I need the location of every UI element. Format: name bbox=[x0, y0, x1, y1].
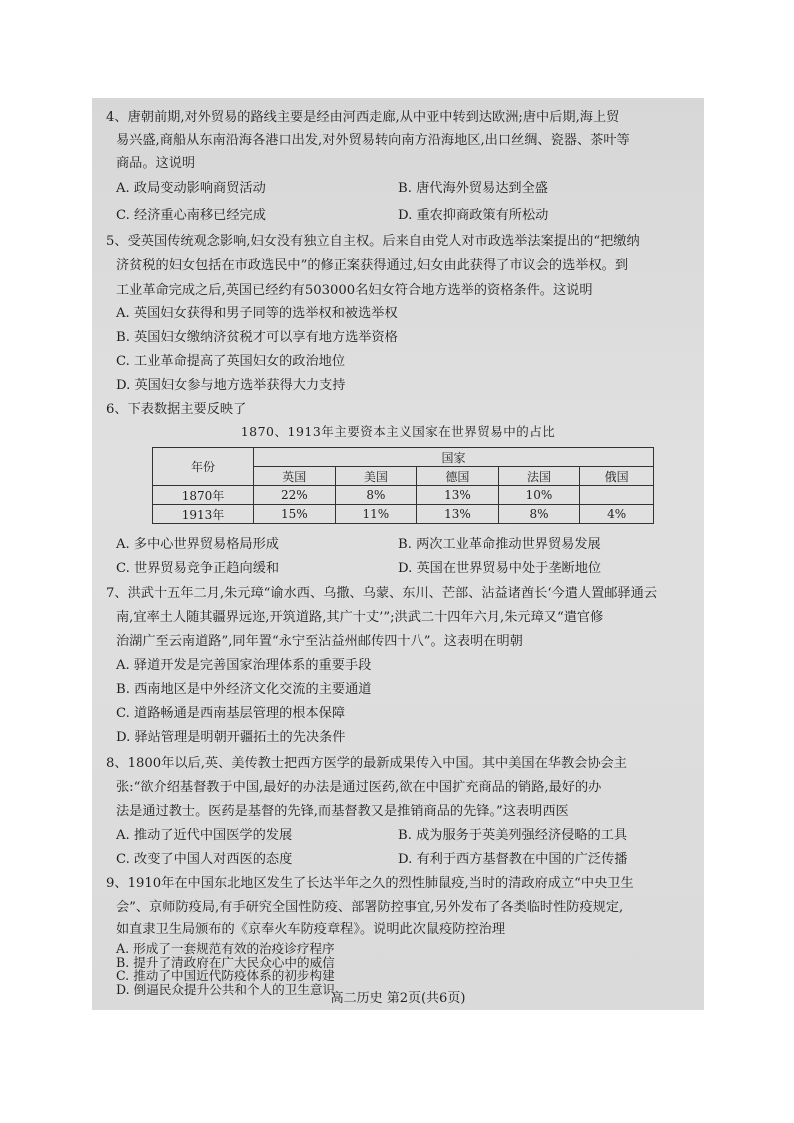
value-cell bbox=[580, 486, 654, 505]
q7-stem-line1: 7、洪武十五年二月,朱元璋“谕水西、乌撒、乌蒙、东川、芒部、沾益诸酋长‘今遣人置邮驿通云 bbox=[106, 586, 658, 601]
q8-stem-line3: 法是通过教士。医药是基督的先锋,而基督教又是推销商品的先锋。”这表明西医 bbox=[116, 804, 569, 819]
q6-option-d: D. 英国在世界贸易中处于垄断地位 bbox=[398, 561, 602, 576]
table-row bbox=[153, 505, 654, 524]
value-cell: 4% bbox=[580, 505, 654, 524]
q6-option-b: B. 两次工业革命推动世界贸易发展 bbox=[398, 537, 601, 552]
q9-stem-line3: 如直隶卫生局颁布的《京奉火车防疫章程》。说明此次鼠疫防控治理 bbox=[116, 922, 506, 937]
q9-option-a: A. 形成了一套规范有效的治疫诊疗程序 bbox=[116, 941, 335, 956]
q4-option-b: B. 唐代海外贸易达到全盛 bbox=[398, 181, 548, 196]
q8-option-c: C. 改变了中国人对西医的态度 bbox=[116, 852, 293, 867]
q7-option-a: A. 驿道开发是完善国家治理体系的重要手段 bbox=[116, 658, 372, 673]
q9-stem-line1: 9、1910年在中国东北地区发生了长达半年之久的烈性肺鼠疫,当时的清政府成立“中央卫生 bbox=[106, 876, 634, 891]
q8-stem-line2: 张:“欲介绍基督教于中国,最好的办法是通过医药,欲在中国扩充商品的销路,最好的办 bbox=[116, 780, 602, 795]
q4-option-c: C. 经济重心南移已经完成 bbox=[116, 208, 266, 223]
q7-option-d: D. 驿站管理是明朝开疆拓土的先决条件 bbox=[116, 730, 346, 745]
q7-option-c: C. 道路畅通是西南基层管理的根本保障 bbox=[116, 706, 346, 721]
country-header: 英国 bbox=[254, 467, 336, 486]
value-cell: 8% bbox=[498, 505, 580, 524]
q4-option-a: A. 政局变动影响商贸活动 bbox=[116, 181, 266, 196]
q8-option-b: B. 成为服务于英美列强经济侵略的工具 bbox=[398, 828, 628, 843]
q4-stem-line3: 商品。这说明 bbox=[116, 156, 196, 171]
q5-option-b: B. 英国妇女缴纳济贫税才可以享有地方选举资格 bbox=[116, 330, 398, 345]
value-cell: 10% bbox=[498, 486, 580, 505]
trade-table-title: 1870、1913年主要资本主义国家在世界贸易中的占比 bbox=[240, 424, 556, 439]
q5-stem-line2: 济贫税的妇女包括在市政选民中”的修正案获得通过,妇女由此获得了市议会的选举权。到 bbox=[116, 258, 629, 273]
exam-page bbox=[92, 98, 704, 1010]
trade-share-table bbox=[152, 447, 654, 524]
country-header: 德国 bbox=[417, 467, 499, 486]
page-footer: 高二历史 第2页(共6页) bbox=[330, 991, 466, 1006]
q9-option-c: C. 推动了中国近代防疫体系的初步构建 bbox=[116, 968, 335, 983]
q9-stem-line2: 会”、京师防疫局,有手研究全国性防疫、部署防控事宜,另外发布了各类临时性防疫规定, bbox=[116, 900, 624, 915]
q6-option-c: C. 世界贸易竞争正趋向缓和 bbox=[116, 561, 280, 576]
q8-stem-line1: 8、1800年以后,英、美传教士把西方医学的最新成果传入中国。其中美国在华教会协会主 bbox=[106, 756, 627, 771]
q4-stem-line1: 4、唐朝前期,对外贸易的路线主要是经由河西走廊,从中亚中转到达欧洲;唐中后期,海上贸 bbox=[106, 110, 620, 125]
q5-option-a: A. 英国妇女获得和男子同等的选举权和被选举权 bbox=[116, 306, 398, 321]
q5-stem-line1: 5、受英国传统观念影响,妇女没有独立自主权。后来自由党人对市政选举法案提出的“把缴纳 bbox=[106, 234, 640, 249]
q9-option-b: B. 提升了清政府在广大民众心中的威信 bbox=[116, 955, 335, 970]
q6-option-a: A. 多中心世界贸易格局形成 bbox=[116, 537, 279, 552]
header-year: 年份 bbox=[153, 448, 254, 486]
q4-option-d: D. 重农抑商政策有所松动 bbox=[398, 208, 549, 223]
q7-stem-line3: 治湖广至云南道路”,同年置“永宁至沾益州邮传四十八”。这表明在明朝 bbox=[116, 634, 523, 649]
q4-stem-line2: 易兴盛,商船从东南沿海各港口出发,对外贸易转向南方沿海地区,出口丝绸、瓷器、茶叶等 bbox=[116, 133, 630, 148]
year-cell: 1870年 bbox=[153, 486, 254, 505]
q5-stem-line3: 工业革命完成之后,英国已经约有503000名妇女符合地方选举的资格条件。这说明 bbox=[116, 283, 593, 298]
value-cell: 11% bbox=[335, 505, 417, 524]
q5-option-d: D. 英国妇女参与地方选举获得大力支持 bbox=[116, 378, 346, 393]
year-cell: 1913年 bbox=[153, 505, 254, 524]
q7-stem-line2: 南,宜率土人随其疆界远迩,开筑道路,其广十丈’”;洪武二十四年六月,朱元璋又“遣官修 bbox=[116, 610, 604, 625]
country-header: 俄国 bbox=[580, 467, 654, 486]
q8-option-d: D. 有利于西方基督教在中国的广泛传播 bbox=[398, 852, 628, 867]
header-country: 国家 bbox=[254, 448, 654, 467]
value-cell: 22% bbox=[254, 486, 336, 505]
value-cell: 8% bbox=[335, 486, 417, 505]
country-header: 美国 bbox=[335, 467, 417, 486]
table-row bbox=[153, 486, 654, 505]
country-header: 法国 bbox=[498, 467, 580, 486]
q8-option-a: A. 推动了近代中国医学的发展 bbox=[116, 828, 293, 843]
q6-stem: 6、下表数据主要反映了 bbox=[106, 402, 247, 417]
value-cell: 13% bbox=[417, 486, 499, 505]
q7-option-b: B. 西南地区是中外经济文化交流的主要通道 bbox=[116, 682, 372, 697]
q9-option-d: D. 倒逼民众提升公共和个人的卫生意识 bbox=[116, 982, 336, 997]
value-cell: 15% bbox=[254, 505, 336, 524]
value-cell: 13% bbox=[417, 505, 499, 524]
q5-option-c: C. 工业革命提高了英国妇女的政治地位 bbox=[116, 354, 346, 369]
